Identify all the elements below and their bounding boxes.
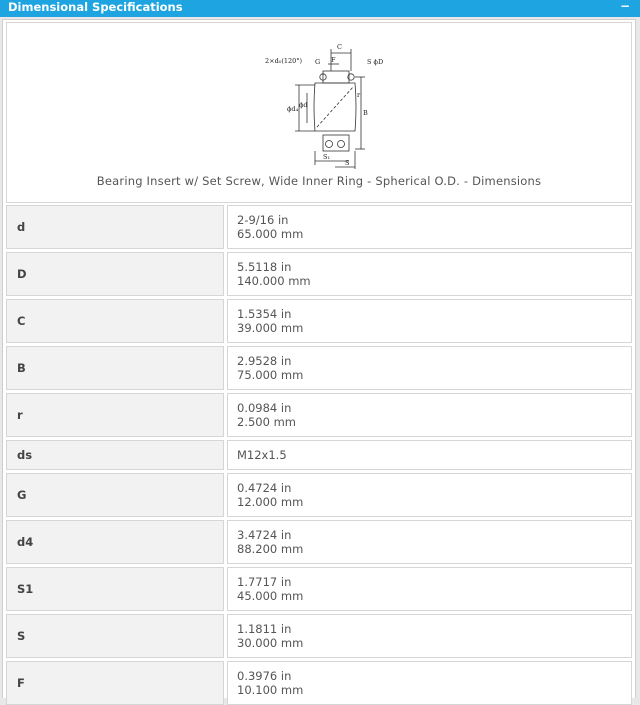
spec-row-d <box>6 205 632 249</box>
spec-value <box>227 205 632 249</box>
spec-value-imperial: 1.5354 in <box>237 307 292 321</box>
label-g: G <box>315 58 321 66</box>
spec-value-metric: 10.100 mm <box>237 683 304 697</box>
spec-value-metric: 88.200 mm <box>237 542 304 556</box>
spec-value-metric: 45.000 mm <box>237 589 304 603</box>
spec-row-d4 <box>6 520 632 564</box>
label-s1: S₁ <box>323 153 331 161</box>
label-thread: 2×d₀(120°) <box>265 57 303 65</box>
spec-row-C <box>6 299 632 343</box>
section-header[interactable] <box>0 0 640 17</box>
spec-label: S1 <box>6 567 224 611</box>
spec-value <box>227 520 632 564</box>
spec-label: r <box>6 393 224 437</box>
spec-row-S <box>6 614 632 658</box>
spec-value-imperial: 0.3976 in <box>237 669 292 683</box>
axis-line <box>317 87 353 127</box>
spec-value-imperial: 2-9/16 in <box>237 213 289 227</box>
spec-label: C <box>6 299 224 343</box>
spec-value-imperial: 2.9528 in <box>237 354 292 368</box>
spec-row-D <box>6 252 632 296</box>
spec-value <box>227 346 632 390</box>
spec-value-imperial: 0.4724 in <box>237 481 292 495</box>
spec-label: B <box>6 346 224 390</box>
spec-row-ds <box>6 440 632 470</box>
label-c: C <box>337 43 342 51</box>
spec-label: D <box>6 252 224 296</box>
spec-value <box>227 567 632 611</box>
spec-value-metric: 12.000 mm <box>237 495 304 509</box>
section-title: Dimensional Specifications <box>8 0 183 14</box>
spec-value <box>227 252 632 296</box>
spec-row-F <box>6 661 632 705</box>
spec-value-metric: 2.500 mm <box>237 415 296 429</box>
spec-value <box>227 614 632 658</box>
spec-value-imperial: M12x1.5 <box>237 448 287 462</box>
spec-value <box>227 299 632 343</box>
spec-value-imperial: 0.0984 in <box>237 401 292 415</box>
spec-value <box>227 661 632 705</box>
label-r: r <box>357 91 361 99</box>
label-d: ϕd <box>299 101 308 109</box>
spec-value-imperial: 3.4724 in <box>237 528 292 542</box>
spec-row-G <box>6 473 632 517</box>
label-d4: ϕd₄ <box>287 105 299 113</box>
spec-label: F <box>6 661 224 705</box>
spec-value-metric: 75.000 mm <box>237 368 304 382</box>
spec-value <box>227 473 632 517</box>
diagram-box <box>6 22 632 203</box>
label-b: B <box>363 109 368 117</box>
diagram-caption: Bearing Insert w/ Set Screw, Wide Inner Ring - Spherical O.D. - Dimensions <box>96 174 542 188</box>
spec-value-imperial: 1.7717 in <box>237 575 292 589</box>
label-f: F <box>331 56 336 64</box>
spec-label: G <box>6 473 224 517</box>
spec-value-metric: 30.000 mm <box>237 636 304 650</box>
spec-value-metric: 140.000 mm <box>237 274 311 288</box>
spec-value-metric: 39.000 mm <box>237 321 304 335</box>
label-s: S <box>345 159 350 167</box>
bearing-diagram <box>257 31 397 171</box>
spec-label: d4 <box>6 520 224 564</box>
label-sd: S ϕD <box>367 58 384 66</box>
spec-table <box>6 205 632 705</box>
spec-label: d <box>6 205 224 249</box>
spec-value <box>227 393 632 437</box>
spec-value-imperial: 5.5118 in <box>237 260 292 274</box>
ball-right <box>338 141 345 148</box>
spec-row-B <box>6 346 632 390</box>
collapse-icon[interactable]: − <box>619 0 630 13</box>
spec-label: S <box>6 614 224 658</box>
spec-row-S1 <box>6 567 632 611</box>
inner-ring-bottom <box>323 135 349 151</box>
ball-left <box>326 141 333 148</box>
spec-value-metric: 65.000 mm <box>237 227 304 241</box>
set-screw-collar <box>323 71 349 83</box>
spec-row-r <box>6 393 632 437</box>
spec-value <box>227 440 632 470</box>
spec-label: ds <box>6 440 224 470</box>
spec-value-imperial: 1.1811 in <box>237 622 292 636</box>
specs-panel <box>2 19 636 698</box>
